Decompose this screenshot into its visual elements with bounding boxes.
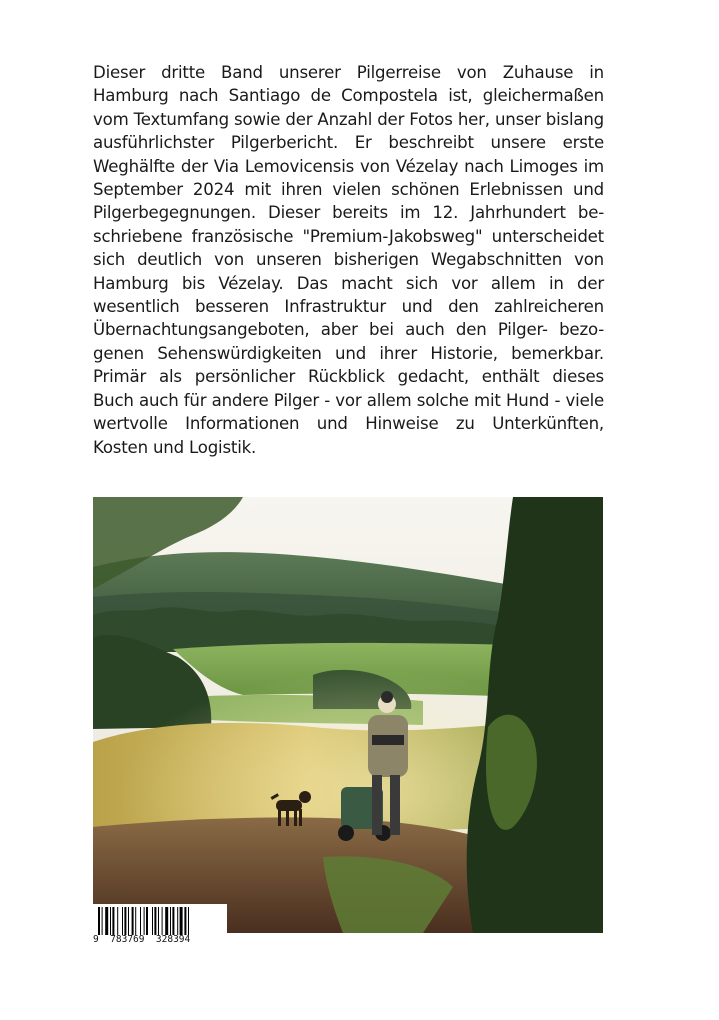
barcode-bar	[105, 907, 108, 935]
barcode-bar	[177, 907, 178, 935]
barcode-bar	[146, 907, 148, 935]
barcode-bar	[140, 907, 141, 935]
barcode-bar	[117, 907, 118, 935]
barcode-bar	[188, 907, 189, 935]
barcode-bar	[144, 907, 145, 935]
barcode-bar	[102, 907, 103, 935]
blurb-line: genen Sehenswürdigkeiten und ihrer Historie, bemerkbar.	[93, 343, 604, 363]
barcode-bars	[98, 907, 222, 935]
back-cover-blurb	[93, 61, 604, 459]
barcode-bar	[184, 907, 186, 935]
blurb-line: Kosten und Logistik.	[93, 437, 257, 457]
barcode-bar	[124, 907, 126, 935]
blurb-line: schriebene französische "Premium-Jakobsweg" unterscheidet	[93, 226, 604, 246]
barcode-bar	[112, 907, 114, 935]
barcode-bar	[152, 907, 153, 935]
blurb-line: Pilgerbegegnungen. Dieser bereits im 12. Jahrhundert be-	[93, 203, 604, 223]
barcode-bar	[154, 907, 156, 935]
blurb-line: sich deutlich von unseren bisherigen Wegabschnitten von	[93, 250, 604, 270]
barcode-bar	[135, 907, 136, 935]
barcode-bar	[162, 907, 163, 935]
barcode-bar	[128, 907, 129, 935]
barcode-bar	[165, 907, 168, 935]
isbn-barcode	[93, 904, 227, 949]
blurb-line: wertvolle Informationen und Hinweise zu Unterkünften,	[93, 414, 604, 434]
blurb-line: Übernachtungsangeboten, aber bei auch den Pilger- bezo-	[93, 320, 604, 340]
blurb-line: Dieser dritte Band unserer Pilgerreise von Zuhause in	[93, 63, 604, 82]
barcode-bar	[122, 907, 123, 935]
blurb-line: Primär als persönlicher Rückblick gedacht, enthält dieses	[93, 367, 604, 387]
barcode-bar	[158, 907, 159, 935]
barcode-bar	[98, 907, 100, 935]
barcode-bar	[180, 907, 183, 935]
blurb-line: wesentlich besseren Infrastruktur und den zahlreicheren	[93, 297, 604, 317]
isbn-digits: 9 783769 328394	[93, 934, 191, 945]
barcode-bar	[172, 907, 174, 935]
blurb-line: Hamburg nach Santiago de Compostela ist, gleichermaßen	[93, 86, 604, 106]
blurb-line: Hamburg bis Vézelay. Das macht sich vor allem in der	[93, 273, 604, 293]
barcode-bar	[110, 907, 111, 935]
blurb-line: September 2024 mit ihren vielen schönen Erlebnissen und	[93, 180, 604, 200]
barcode-bar	[132, 907, 134, 935]
blurb-line: vom Textumfang sowie der Anzahl der Fotos her, unser bislang	[93, 109, 604, 129]
barcode-bar	[170, 907, 171, 935]
blurb-line: Buch auch für andere Pilger - vor allem solche mit Hund - viele	[93, 390, 604, 410]
blurb-line: ausführlichster Pilgerbericht. Er beschreibt unsere erste	[93, 133, 604, 153]
blurb-line: Weghälfte der Via Lemovicensis von Vézelay nach Limoges im	[93, 156, 604, 176]
cover-photo-pilgrims-on-path	[93, 497, 603, 933]
